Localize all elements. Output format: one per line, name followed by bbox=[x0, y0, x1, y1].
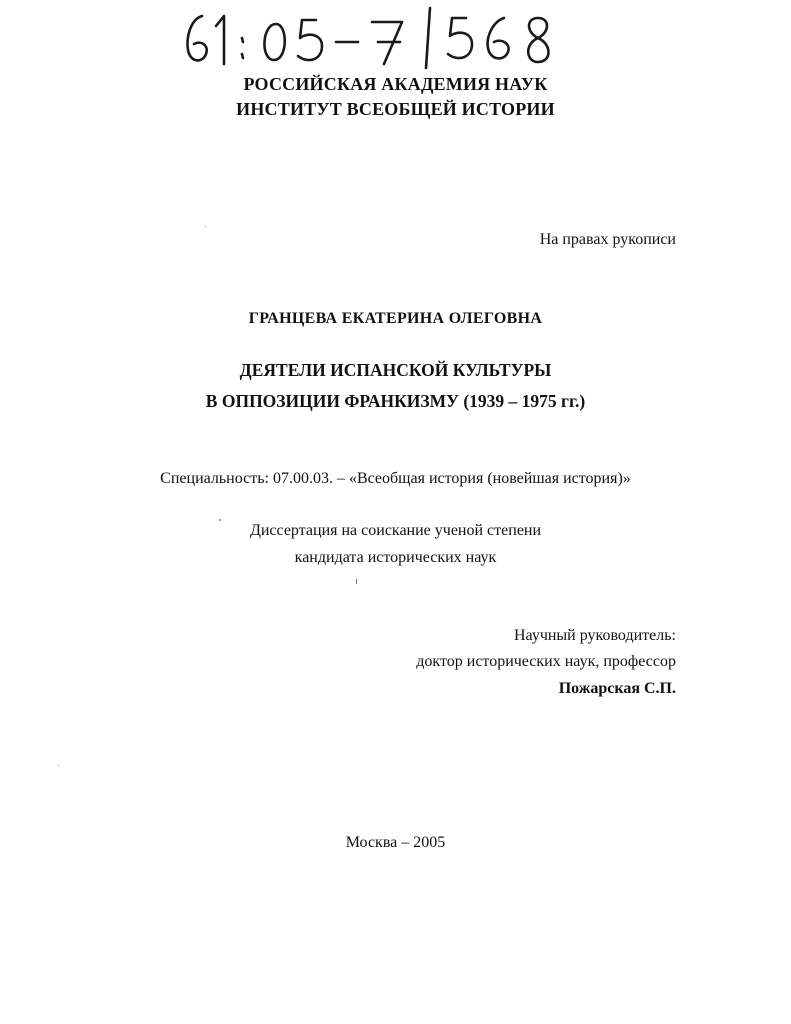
dissertation-degree-line2: кандидата исторических наук bbox=[294, 549, 497, 566]
scan-speck bbox=[205, 226, 206, 227]
organization-name-line2: ИНСТИТУТ ВСЕОБЩЕЙ ИСТОРИИ bbox=[236, 99, 555, 119]
rights-note: На правах рукописи bbox=[539, 231, 676, 248]
scan-speck bbox=[356, 579, 357, 584]
dissertation-title-line1: ДЕЯТЕЛИ ИСПАНСКОЙ КУЛЬТУРЫ bbox=[239, 360, 552, 380]
handwritten-archive-code bbox=[180, 4, 560, 70]
scan-speck bbox=[58, 765, 59, 766]
dissertation-degree-line1: Диссертация на соискание ученой степени bbox=[249, 522, 542, 539]
organization-name-line1: РОССИЙСКАЯ АКАДЕМИЯ НАУК bbox=[243, 74, 548, 94]
supervisor-name: Пожарская С.П. bbox=[558, 680, 676, 697]
scan-speck bbox=[219, 519, 221, 521]
supervisor-degree: доктор исторических наук, профессор bbox=[416, 653, 676, 670]
supervisor-label: Научный руководитель: bbox=[513, 627, 676, 644]
specialty: Специальность: 07.00.03. – «Всеобщая история (новейшая история)» bbox=[160, 470, 631, 487]
dissertation-title-line2: В ОППОЗИЦИИ ФРАНКИЗМУ (1939 – 1975 гг.) bbox=[205, 391, 586, 411]
place-and-year: Москва – 2005 bbox=[345, 834, 446, 851]
author-name: ГРАНЦЕВА ЕКАТЕРИНА ОЛЕГОВНА bbox=[248, 310, 543, 327]
